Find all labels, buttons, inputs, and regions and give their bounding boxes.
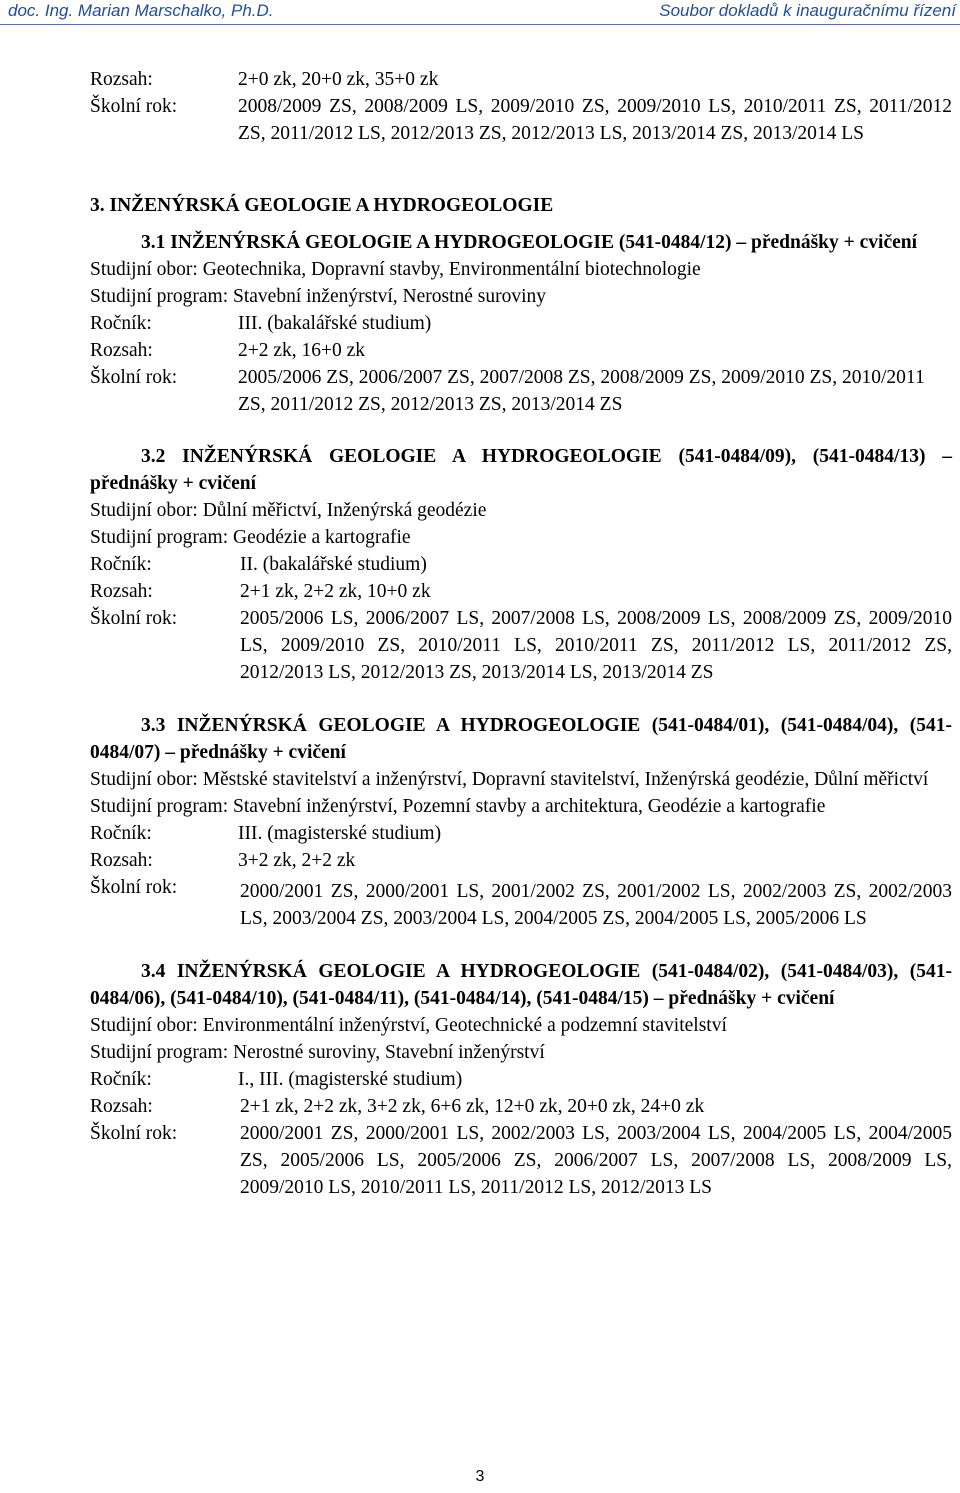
- rocnik-label: Ročník:: [90, 823, 152, 844]
- skolni-rok-label: Školní rok:: [90, 877, 178, 898]
- program-value: Geodézie a kartografie: [233, 527, 411, 548]
- rocnik-row: [90, 551, 952, 578]
- rozsah-row: [90, 578, 952, 605]
- rocnik-row: [90, 820, 952, 847]
- rozsah-value: 2+1 zk, 2+2 zk, 3+2 zk, 6+6 zk, 12+0 zk, 20+0 zk, 24+0 zk: [240, 1096, 705, 1117]
- subsection-title: 3.3 INŽENÝRSKÁ GEOLOGIE A HYDROGEOLOGIE (541-0484/01), (541-0484/04), (541-0484/07) – přednášky + cvičení: [90, 715, 952, 763]
- rocnik-value: I., III. (magisterské studium): [238, 1069, 463, 1090]
- skolni-rok-label: Školní rok:: [90, 96, 178, 117]
- rocnik-value: III. (bakalářské studium): [238, 313, 432, 334]
- obor-label: Studijní obor:: [90, 259, 198, 280]
- skolni-rok-row: [90, 1120, 952, 1201]
- obor-value: Environmentální inženýrství, Geotechnické a podzemní stavitelství: [202, 1015, 727, 1036]
- program-row: [90, 1039, 952, 1066]
- skolni-rok-row: [90, 605, 952, 686]
- subsection-3-2: [90, 443, 952, 686]
- skolni-rok-row: [90, 874, 952, 932]
- program-label: Studijní program:: [90, 1042, 229, 1063]
- page-number: 3: [475, 1468, 485, 1485]
- obor-row: [90, 1012, 952, 1039]
- skolni-rok-value: 2000/2001 ZS, 2000/2001 LS, 2001/2002 ZS, 2001/2002 LS, 2002/2003 ZS, 2002/2003 LS, 2003/2004 ZS, 2003/2004 LS, 2004/2005 ZS, 2004/2005 LS, 2005/2006 LS: [240, 881, 952, 929]
- subsection-title: 3.1 INŽENÝRSKÁ GEOLOGIE A HYDROGEOLOGIE (541-0484/12) – přednášky + cvičení: [141, 232, 918, 253]
- rozsah-value: 2+0 zk, 20+0 zk, 35+0 zk: [238, 69, 439, 90]
- skolni-rok-row: [90, 93, 952, 147]
- rozsah-row: [90, 1093, 952, 1120]
- subsection-3-3: [90, 712, 952, 932]
- section-title: 3. INŽENÝRSKÁ GEOLOGIE A HYDROGEOLOGIE: [90, 195, 554, 216]
- obor-row: [90, 256, 952, 283]
- rozsah-row: [90, 847, 952, 874]
- skolni-rok-label: Školní rok:: [90, 367, 178, 388]
- rocnik-label: Ročník:: [90, 313, 152, 334]
- skolni-rok-value: 2005/2006 ZS, 2006/2007 ZS, 2007/2008 ZS, 2008/2009 ZS, 2009/2010 ZS, 2010/2011 ZS, 2011/2012 ZS, 2012/2013 ZS, 2013/2014 ZS: [238, 367, 925, 415]
- obor-label: Studijní obor:: [90, 1015, 198, 1036]
- top-block: [90, 66, 952, 147]
- rocnik-value: III. (magisterské studium): [238, 823, 442, 844]
- skolni-rok-label: Školní rok:: [90, 608, 178, 629]
- skolni-rok-value: 2005/2006 LS, 2006/2007 LS, 2007/2008 LS, 2008/2009 LS, 2008/2009 ZS, 2009/2010 LS, 2009/2010 ZS, 2010/2011 LS, 2010/2011 ZS, 2011/2012 LS, 2011/2012 ZS, 2012/2013 LS, 2012/2013 ZS, 2013/2014 LS, 2013/2014 ZS: [240, 608, 952, 683]
- rozsah-value: 3+2 zk, 2+2 zk: [238, 850, 356, 871]
- program-label: Studijní program:: [90, 286, 229, 307]
- header-author: doc. Ing. Marian Marschalko, Ph.D.: [8, 1, 274, 20]
- rozsah-label: Rozsah:: [90, 581, 153, 602]
- rozsah-label: Rozsah:: [90, 850, 153, 871]
- subsection-3-1: [90, 229, 952, 418]
- rozsah-label: Rozsah:: [90, 69, 153, 90]
- subsection-title: 3.2 INŽENÝRSKÁ GEOLOGIE A HYDROGEOLOGIE (541-0484/09), (541-0484/13) – přednášky + cvičení: [90, 446, 952, 494]
- obor-label: Studijní obor:: [90, 769, 198, 790]
- program-row: [90, 524, 952, 551]
- program-row: [90, 793, 952, 820]
- rocnik-row: [90, 1066, 952, 1093]
- header-document-title: Soubor dokladů k inauguračnímu řízení: [659, 1, 956, 20]
- subsection-3-4: [90, 958, 952, 1201]
- program-value: Stavební inženýrství, Nerostné suroviny: [233, 286, 547, 307]
- rocnik-row: [90, 310, 952, 337]
- program-label: Studijní program:: [90, 796, 229, 817]
- skolni-rok-label: Školní rok:: [90, 1123, 178, 1144]
- skolni-rok-row: [90, 364, 952, 418]
- program-label: Studijní program:: [90, 527, 229, 548]
- program-value: Stavební inženýrství, Pozemní stavby a architektura, Geodézie a kartografie: [233, 796, 826, 817]
- page-header: [0, 0, 960, 26]
- rocnik-label: Ročník:: [90, 1069, 152, 1090]
- subsection-title: 3.4 INŽENÝRSKÁ GEOLOGIE A HYDROGEOLOGIE (541-0484/02), (541-0484/03), (541-0484/06), (541-0484/10), (541-0484/11), (541-0484/14), (541-0484/15) – přednášky + cvičení: [90, 961, 952, 1009]
- obor-value: Geotechnika, Dopravní stavby, Environmentální biotechnologie: [202, 259, 701, 280]
- header-divider: [0, 24, 960, 25]
- obor-row: [90, 766, 952, 793]
- obor-value: Městské stavitelství a inženýrství, Dopravní stavitelství, Inženýrská geodézie, Důlní měřictví: [202, 769, 929, 790]
- skolni-rok-value: 2000/2001 ZS, 2000/2001 LS, 2002/2003 LS, 2003/2004 LS, 2004/2005 LS, 2004/2005 ZS, 2005/2006 LS, 2005/2006 ZS, 2006/2007 LS, 2007/2008 LS, 2008/2009 LS, 2009/2010 LS, 2010/2011 LS, 2011/2012 LS, 2012/2013 LS: [240, 1123, 952, 1198]
- obor-row: [90, 497, 952, 524]
- rocnik-label: Ročník:: [90, 554, 152, 575]
- document-body: [90, 66, 952, 1201]
- rozsah-label: Rozsah:: [90, 340, 153, 361]
- rocnik-value: II. (bakalářské studium): [240, 554, 427, 575]
- rozsah-value: 2+2 zk, 16+0 zk: [238, 340, 366, 361]
- rozsah-row: [90, 66, 952, 93]
- program-value: Nerostné suroviny, Stavební inženýrství: [233, 1042, 545, 1063]
- obor-label: Studijní obor:: [90, 500, 198, 521]
- rozsah-row: [90, 337, 952, 364]
- rozsah-label: Rozsah:: [90, 1096, 153, 1117]
- rozsah-value: 2+1 zk, 2+2 zk, 10+0 zk: [240, 581, 431, 602]
- obor-value: Důlní měřictví, Inženýrská geodézie: [202, 500, 487, 521]
- skolni-rok-value: 2008/2009 ZS, 2008/2009 LS, 2009/2010 ZS, 2009/2010 LS, 2010/2011 ZS, 2011/2012 ZS, 2011/2012 LS, 2012/2013 ZS, 2012/2013 LS, 2013/2014 ZS, 2013/2014 LS: [238, 96, 952, 144]
- program-row: [90, 283, 952, 310]
